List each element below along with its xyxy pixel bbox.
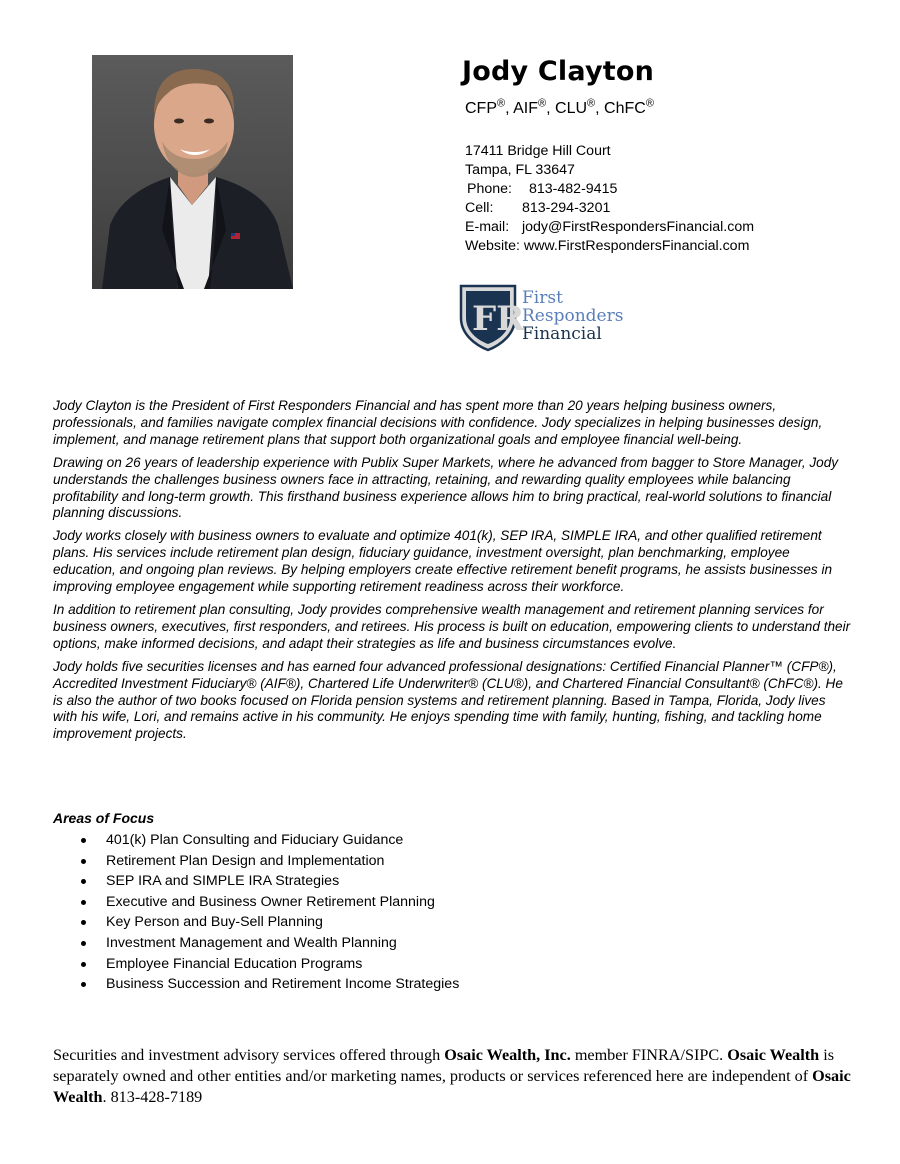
phone-number: 813-482-9415: [529, 181, 618, 197]
headshot-photo: [92, 55, 293, 289]
website-label: Website:: [465, 238, 520, 254]
list-item: Employee Financial Education Programs: [53, 954, 459, 975]
phone-label: Phone:: [467, 181, 512, 197]
list-item: Key Person and Buy-Sell Planning: [53, 912, 459, 933]
phone-row: [465, 180, 754, 199]
cell-label: Cell:: [465, 200, 494, 216]
shield-icon: [457, 282, 525, 352]
focus-list: [53, 830, 459, 995]
email-row: [465, 218, 754, 237]
logo-wordmark: [522, 289, 623, 343]
cell-row: [465, 199, 754, 218]
firm-name: Osaic Wealth, Inc.: [444, 1046, 571, 1064]
bio-paragraph: Jody Clayton is the President of First Responders Financial and has spent more than 20 years helping business owners, professionals, and families navigate complex financial decisions with confidence. Jody specializes in helping businesses design, implement, and manage retirement plans that support both organizational goals and employee financial well-being.: [53, 398, 823, 447]
cell-number: 813-294-3201: [522, 200, 611, 216]
website-row: [465, 237, 754, 256]
contact-block: [465, 142, 754, 256]
list-item: Business Succession and Retirement Income Strategies: [53, 974, 459, 995]
bio-paragraph: In addition to retirement plan consulting, Jody provides comprehensive wealth management and retirement planning services for business owners, executives, first responders, and retirees. His process is built on education, empowering clients to understand their options, make informed decisions, and adapt their strategies as life and business circumstances evolve.: [53, 601, 851, 651]
address-line-2: Tampa, FL 33647: [465, 162, 575, 178]
person-name: Jody Clayton: [462, 56, 655, 87]
address-line-1: 17411 Bridge Hill Court: [465, 143, 611, 159]
credential-cfp: CFP®,: [465, 98, 514, 118]
list-item: SEP IRA and SIMPLE IRA Strategies: [53, 871, 459, 892]
credentials: [465, 98, 654, 118]
list-item: Executive and Business Owner Retirement Planning: [53, 892, 459, 913]
credential-clu: CLU®,: [555, 98, 605, 118]
bio-paragraph: Jody holds five securities licenses and has earned four advanced professional designations: Certified Financial Planner™ (CFP®), Accredited Investment Fiduciary® (AIF®), Chartered Life Underwriter® (CLU®), and Chartered Financial Consultant® (ChFC®). He is also the author of two books focused on Florida pension systems and retirement planning. Based in Tampa, Florida, Jody lives with his wife, Lori, and remains active in his community. He enjoys spending time with family, hunting, fishing, and tackling home improvement projects.: [53, 658, 843, 742]
logo-line-2: Responders: [522, 306, 624, 326]
website-url[interactable]: www.FirstRespondersFinancial.com: [523, 238, 750, 254]
list-item: 401(k) Plan Consulting and Fiduciary Guidance: [53, 830, 459, 851]
disclaimer: Securities and investment advisory services offered through Osaic Wealth, Inc. member FINRA/SIPC. Osaic Wealth is separately owned and other entities and/or marketing names, products or services referenced here are independent of Osaic Wealth. 813-428-7189: [53, 1046, 851, 1106]
list-item: Retirement Plan Design and Implementation: [53, 851, 459, 872]
bio-paragraph: Drawing on 26 years of leadership experience with Publix Super Markets, where he advanced from bagger to Store Manager, Jody understands the challenges business owners face in attracting, retaining, and rewarding quality employees while balancing profitability and long-term growth. This firsthand business experience allows him to bring practical, real-world solutions to financial planning discussions.: [53, 454, 839, 521]
logo-line-3: Financial: [522, 324, 602, 344]
biography: [53, 398, 853, 749]
firm-name: Osaic Wealth: [727, 1046, 820, 1064]
bio-paragraph: Jody works closely with business owners to evaluate and optimize 401(k), SEP IRA, SIMPLE IRA, and other qualified retirement plans. His services include retirement plan design, fiduciary guidance, investment oversight, plan benchmarking, employee education, and ongoing plan reviews. By helping employers create effective retirement benefit programs, he assists businesses in improving employee engagement while supporting retirement readiness across their workforce.: [53, 528, 833, 595]
list-item: Investment Management and Wealth Planning: [53, 933, 459, 954]
logo-line-1: First: [522, 288, 563, 308]
firm-name: Osaic Wealth: [53, 1067, 851, 1106]
credential-chfc: ChFC®: [604, 98, 654, 118]
email-label: E-mail:: [465, 219, 510, 235]
focus-heading: Areas of Focus: [53, 810, 155, 826]
credential-aif: AIF®,: [513, 98, 556, 118]
email-address[interactable]: jody@FirstRespondersFinancial.com: [522, 219, 755, 235]
logo-monogram: FR: [472, 299, 525, 339]
